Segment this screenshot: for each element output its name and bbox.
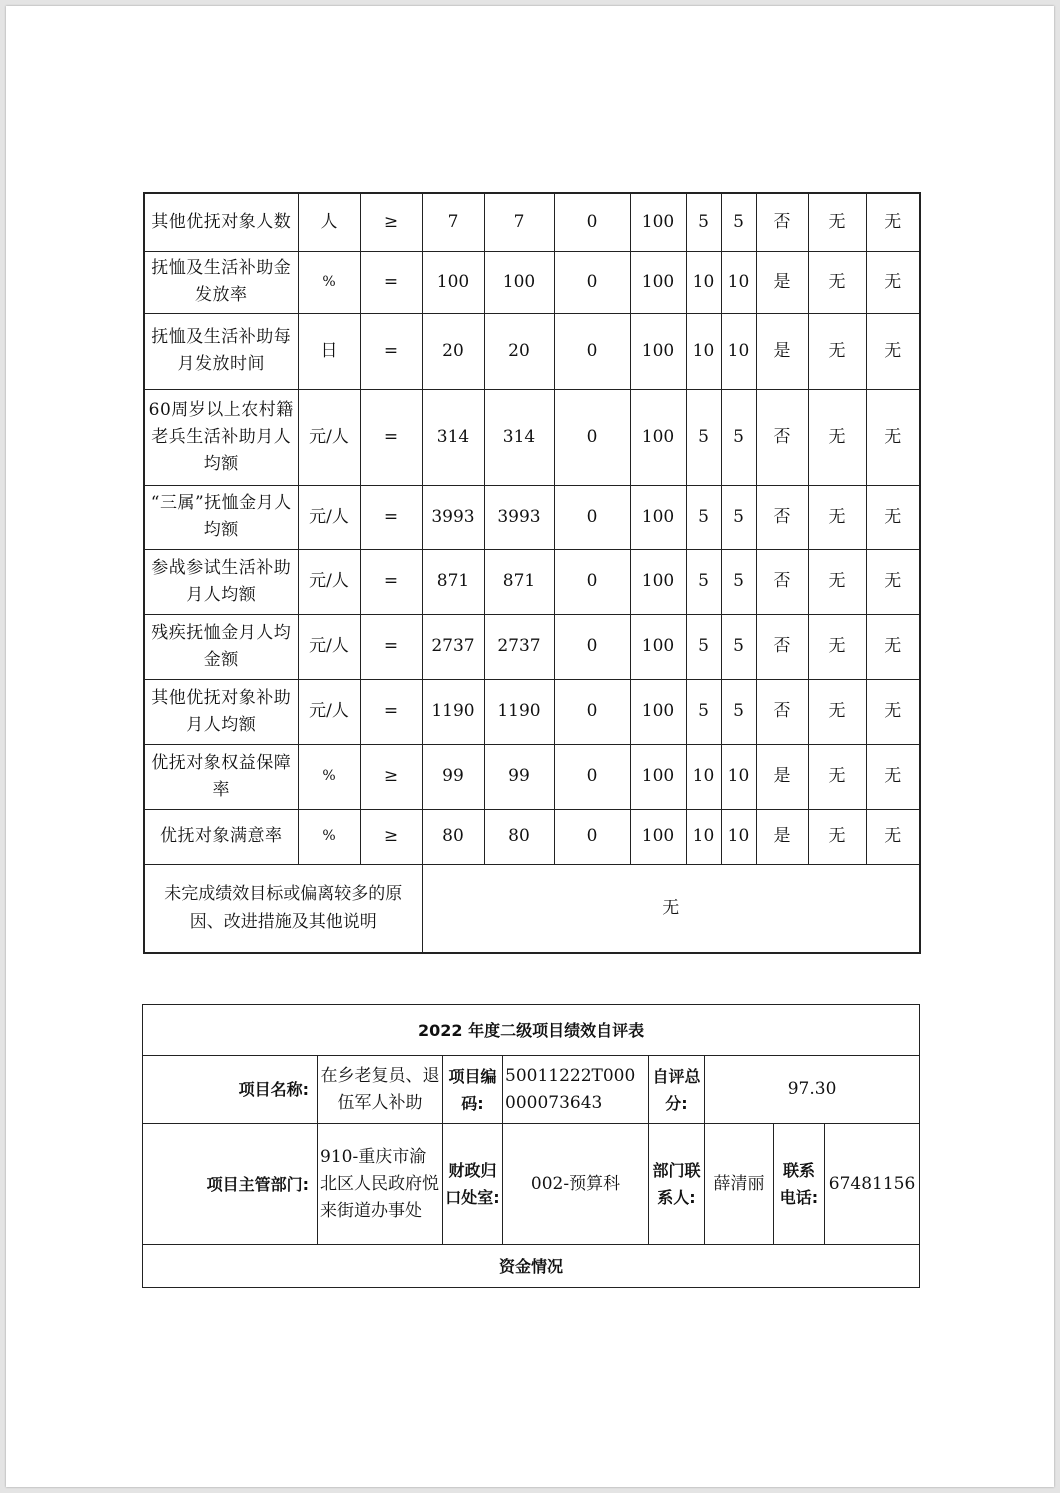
indicator-name: 其他优抚对象补助月人均额 — [144, 679, 298, 744]
indicator-name: 残疾抚恤金月人均金额 — [144, 614, 298, 679]
indicator-core: 是 — [756, 744, 808, 809]
eval-title: 2022 年度二级项目绩效自评表 — [143, 1005, 920, 1056]
indicator-unit: 元/人 — [298, 614, 360, 679]
indicator-deviation: 0 — [554, 744, 630, 809]
indicator-weight: 5 — [686, 614, 721, 679]
indicator-reason: 无 — [808, 193, 866, 251]
indicator-deviation: 0 — [554, 614, 630, 679]
indicator-operator: = — [360, 679, 422, 744]
indicator-reason: 无 — [808, 809, 866, 864]
indicator-reason: 无 — [808, 313, 866, 389]
indicator-actual: 7 — [484, 193, 554, 251]
indicator-deviation: 0 — [554, 549, 630, 614]
indicator-name: 抚恤及生活补助每月发放时间 — [144, 313, 298, 389]
indicator-target: 314 — [422, 389, 484, 485]
indicator-unit: 元/人 — [298, 485, 360, 549]
indicator-core: 否 — [756, 193, 808, 251]
indicator-reason: 无 — [808, 744, 866, 809]
indicator-rate: 100 — [630, 614, 686, 679]
indicator-row — [144, 251, 920, 313]
indicator-row — [144, 614, 920, 679]
indicator-operator: = — [360, 485, 422, 549]
indicator-row — [144, 679, 920, 744]
indicator-score: 10 — [721, 744, 756, 809]
indicator-deviation: 0 — [554, 251, 630, 313]
evaluation-table — [142, 1004, 920, 1288]
indicator-weight: 10 — [686, 744, 721, 809]
summary-row — [144, 864, 920, 953]
indicator-operator: = — [360, 313, 422, 389]
indicator-deviation: 0 — [554, 313, 630, 389]
finance-label: 财政归口处室: — [443, 1124, 503, 1245]
indicator-target: 20 — [422, 313, 484, 389]
indicator-measure: 无 — [866, 614, 920, 679]
phone-label: 联系电话: — [774, 1124, 825, 1245]
indicator-target: 1190 — [422, 679, 484, 744]
indicator-actual: 99 — [484, 744, 554, 809]
indicator-row — [144, 744, 920, 809]
indicator-measure: 无 — [866, 193, 920, 251]
indicator-rate: 100 — [630, 193, 686, 251]
project-code: 50011222T000000073643 — [503, 1056, 649, 1124]
indicator-weight: 10 — [686, 313, 721, 389]
indicator-weight: 5 — [686, 549, 721, 614]
indicator-unit: 元/人 — [298, 549, 360, 614]
indicator-rate: 100 — [630, 251, 686, 313]
indicator-score: 10 — [721, 313, 756, 389]
indicator-unit: 元/人 — [298, 679, 360, 744]
indicator-operator: = — [360, 549, 422, 614]
indicator-row — [144, 389, 920, 485]
indicator-reason: 无 — [808, 485, 866, 549]
indicator-target: 99 — [422, 744, 484, 809]
dept-label: 项目主管部门: — [143, 1124, 318, 1245]
indicator-weight: 5 — [686, 389, 721, 485]
indicator-actual: 80 — [484, 809, 554, 864]
indicator-core: 否 — [756, 549, 808, 614]
indicator-target: 3993 — [422, 485, 484, 549]
indicator-core: 否 — [756, 679, 808, 744]
document-page — [6, 6, 1054, 1487]
indicator-weight: 5 — [686, 485, 721, 549]
indicator-deviation: 0 — [554, 485, 630, 549]
indicator-rate: 100 — [630, 809, 686, 864]
indicator-measure: 无 — [866, 389, 920, 485]
indicator-actual: 3993 — [484, 485, 554, 549]
indicator-weight: 5 — [686, 679, 721, 744]
indicator-deviation: 0 — [554, 389, 630, 485]
indicator-operator: = — [360, 251, 422, 313]
indicator-unit: 人 — [298, 193, 360, 251]
indicator-score: 10 — [721, 251, 756, 313]
indicator-score: 10 — [721, 809, 756, 864]
indicator-score: 5 — [721, 679, 756, 744]
indicator-score: 5 — [721, 485, 756, 549]
indicator-measure: 无 — [866, 549, 920, 614]
indicator-row — [144, 193, 920, 251]
indicator-name: “三属”抚恤金月人均额 — [144, 485, 298, 549]
indicator-score: 5 — [721, 614, 756, 679]
indicator-target: 100 — [422, 251, 484, 313]
indicator-row — [144, 549, 920, 614]
indicator-reason: 无 — [808, 251, 866, 313]
indicator-weight: 10 — [686, 809, 721, 864]
indicator-actual: 100 — [484, 251, 554, 313]
indicator-core: 是 — [756, 251, 808, 313]
indicator-name: 参战参试生活补助月人均额 — [144, 549, 298, 614]
indicator-rate: 100 — [630, 313, 686, 389]
indicator-deviation: 0 — [554, 809, 630, 864]
indicator-table — [143, 192, 921, 954]
indicator-measure: 无 — [866, 809, 920, 864]
phone: 67481156 — [825, 1124, 920, 1245]
indicator-rate: 100 — [630, 485, 686, 549]
indicator-measure: 无 — [866, 744, 920, 809]
indicator-name: 60周岁以上农村籍老兵生活补助月人均额 — [144, 389, 298, 485]
indicator-core: 否 — [756, 614, 808, 679]
indicator-weight: 5 — [686, 193, 721, 251]
project-name: 在乡老复员、退伍军人补助 — [318, 1056, 443, 1124]
indicator-unit: % — [298, 251, 360, 313]
indicator-reason: 无 — [808, 549, 866, 614]
project-name-label: 项目名称: — [143, 1056, 318, 1124]
indicator-row — [144, 809, 920, 864]
indicator-rate: 100 — [630, 389, 686, 485]
indicator-name: 优抚对象权益保障率 — [144, 744, 298, 809]
indicator-core: 是 — [756, 313, 808, 389]
indicator-unit: 日 — [298, 313, 360, 389]
indicator-weight: 10 — [686, 251, 721, 313]
indicator-operator: = — [360, 389, 422, 485]
indicator-reason: 无 — [808, 389, 866, 485]
dept: 910-重庆市渝北区人民政府悦来街道办事处 — [318, 1124, 443, 1245]
project-code-label: 项目编码: — [443, 1056, 503, 1124]
indicator-measure: 无 — [866, 679, 920, 744]
indicator-unit: % — [298, 744, 360, 809]
indicator-score: 5 — [721, 549, 756, 614]
summary-label: 未完成绩效目标或偏离较多的原因、改进措施及其他说明 — [144, 864, 422, 953]
indicator-actual: 871 — [484, 549, 554, 614]
indicator-target: 871 — [422, 549, 484, 614]
indicator-deviation: 0 — [554, 193, 630, 251]
indicator-unit: 元/人 — [298, 389, 360, 485]
indicator-name: 抚恤及生活补助金发放率 — [144, 251, 298, 313]
summary-value: 无 — [422, 864, 920, 953]
indicator-core: 否 — [756, 485, 808, 549]
indicator-name: 其他优抚对象人数 — [144, 193, 298, 251]
indicator-name: 优抚对象满意率 — [144, 809, 298, 864]
contact: 薛清丽 — [705, 1124, 774, 1245]
funds-heading: 资金情况 — [143, 1245, 920, 1288]
indicator-rate: 100 — [630, 549, 686, 614]
indicator-operator: = — [360, 614, 422, 679]
indicator-core: 是 — [756, 809, 808, 864]
indicator-actual: 20 — [484, 313, 554, 389]
indicator-rate: 100 — [630, 744, 686, 809]
indicator-target: 7 — [422, 193, 484, 251]
indicator-score: 5 — [721, 193, 756, 251]
indicator-actual: 1190 — [484, 679, 554, 744]
indicator-measure: 无 — [866, 485, 920, 549]
indicator-measure: 无 — [866, 251, 920, 313]
indicator-reason: 无 — [808, 614, 866, 679]
self-score: 97.30 — [705, 1056, 920, 1124]
indicator-reason: 无 — [808, 679, 866, 744]
indicator-target: 2737 — [422, 614, 484, 679]
indicator-actual: 314 — [484, 389, 554, 485]
indicator-rate: 100 — [630, 679, 686, 744]
indicator-actual: 2737 — [484, 614, 554, 679]
indicator-unit: % — [298, 809, 360, 864]
indicator-deviation: 0 — [554, 679, 630, 744]
indicator-row — [144, 313, 920, 389]
indicator-score: 5 — [721, 389, 756, 485]
indicator-measure: 无 — [866, 313, 920, 389]
self-score-label: 自评总分: — [649, 1056, 705, 1124]
indicator-operator: ≥ — [360, 744, 422, 809]
finance: 002-预算科 — [503, 1124, 649, 1245]
contact-label: 部门联系人: — [649, 1124, 705, 1245]
indicator-row — [144, 485, 920, 549]
indicator-operator: ≥ — [360, 193, 422, 251]
indicator-target: 80 — [422, 809, 484, 864]
indicator-core: 否 — [756, 389, 808, 485]
indicator-operator: ≥ — [360, 809, 422, 864]
